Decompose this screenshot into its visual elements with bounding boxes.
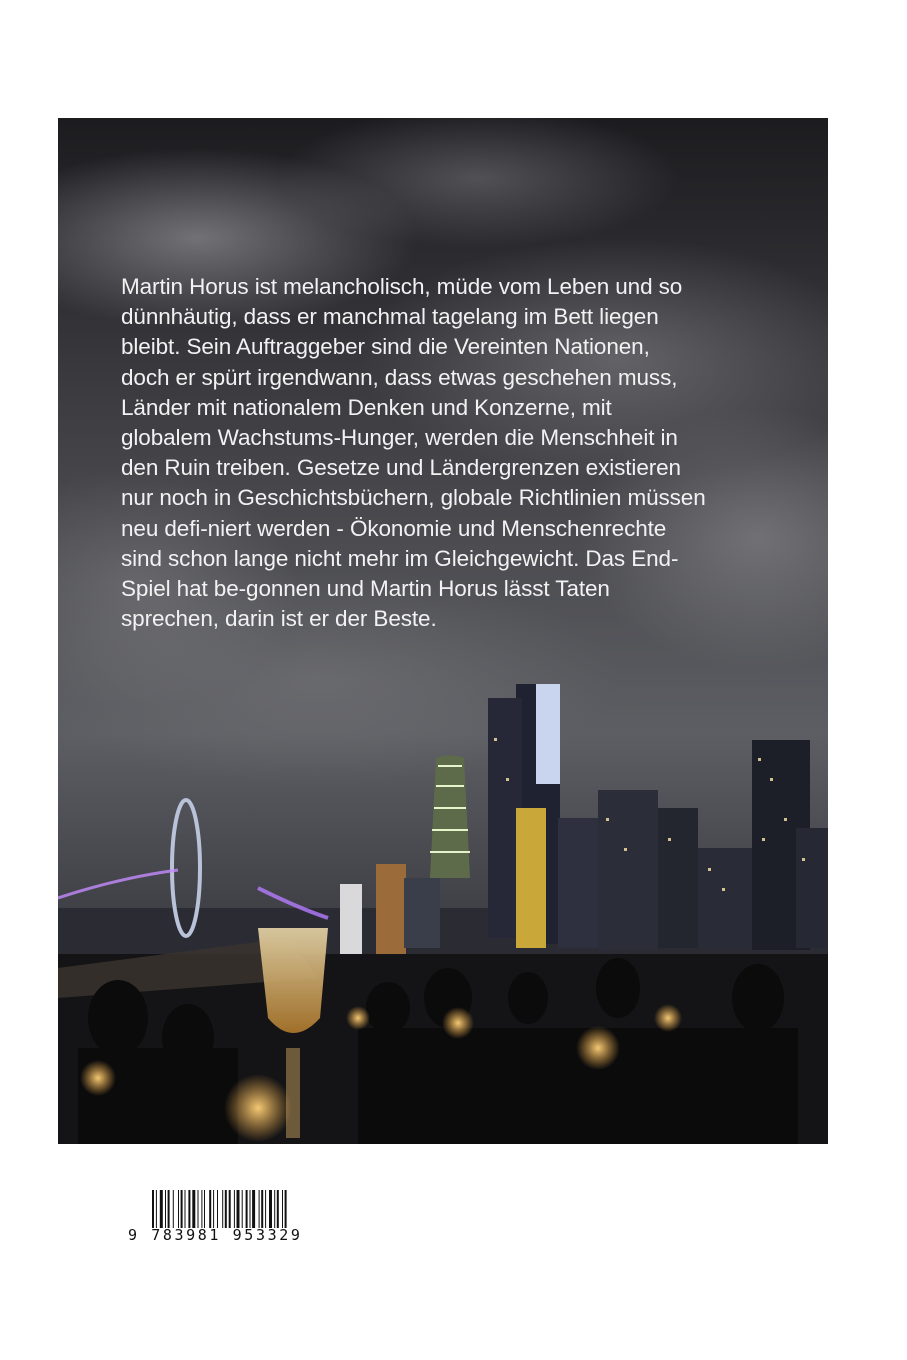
barcode-bars: [152, 1190, 330, 1228]
blurb-line: globalem Wachstums-Hunger, werden die Menschheit in: [121, 425, 678, 451]
barcode-bar: [185, 1190, 186, 1228]
barcode-bar: [168, 1190, 170, 1228]
barcode-bar: [178, 1190, 179, 1228]
blurb-line: neu defi-niert werden - Ökonomie und Menschenrechte: [121, 515, 667, 541]
blurb-line: den Ruin treiben. Gesetze und Ländergrenzen existieren: [121, 455, 681, 481]
barcode-bar: [201, 1190, 202, 1228]
barcode-digits: 9 783981 953329: [128, 1226, 303, 1244]
barcode-bar: [217, 1190, 218, 1228]
barcode-bar: [242, 1190, 243, 1228]
barcode-bar: [269, 1190, 272, 1228]
barcode-bar: [152, 1190, 154, 1228]
barcode-bar: [209, 1190, 211, 1228]
blurb-line: nur noch in Geschichtsbüchern, globale Richtlinien müssen: [121, 485, 706, 511]
back-cover-blurb: [121, 272, 781, 634]
barcode-bar: [198, 1190, 199, 1228]
barcode-bar: [246, 1190, 248, 1228]
blurb-line: sind schon lange nicht mehr im Gleichgewicht. Das End-: [121, 545, 679, 571]
blurb-line: sprechen, darin ist er der Beste.: [121, 606, 437, 632]
blurb-line: Spiel hat be-gonnen und Martin Horus lässt Taten: [121, 576, 610, 602]
barcode-bar: [192, 1190, 195, 1228]
barcode-bar: [222, 1190, 223, 1228]
blurb-line: dünnhäutig, dass er manchmal tagelang im Bett liegen: [121, 304, 659, 330]
barcode-bar: [225, 1190, 227, 1228]
barcode-bar: [213, 1190, 214, 1228]
barcode-bar: [229, 1190, 231, 1228]
barcode-bar: [252, 1190, 255, 1228]
barcode-bar: [261, 1190, 263, 1228]
barcode-bar: [156, 1190, 157, 1228]
blurb-line: bleibt. Sein Auftraggeber sind die Vereinten Nationen,: [121, 334, 650, 360]
isbn-barcode: [128, 1190, 333, 1246]
barcode-bar: [282, 1190, 283, 1228]
barcode-bar: [204, 1190, 205, 1228]
barcode-bar: [234, 1190, 235, 1228]
barcode-bar: [160, 1190, 163, 1228]
blurb-line: Martin Horus ist melancholisch, müde vom Leben und so: [121, 274, 683, 299]
barcode-bar: [165, 1190, 166, 1228]
barcode-bar: [181, 1190, 183, 1228]
barcode-bar: [259, 1190, 260, 1228]
blurb-line: Länder mit nationalem Denken und Konzerne, mit: [121, 394, 612, 420]
barcode-bar: [173, 1190, 174, 1228]
barcode-bar: [274, 1190, 275, 1228]
barcode-bar: [277, 1190, 279, 1228]
blurb-line: doch er spürt irgendwann, dass etwas geschehen muss,: [121, 364, 678, 390]
barcode-bar: [188, 1190, 190, 1228]
barcode-bar: [237, 1190, 240, 1228]
barcode-bar: [265, 1190, 266, 1228]
barcode-bar: [285, 1190, 287, 1228]
barcode-bar: [250, 1190, 251, 1228]
